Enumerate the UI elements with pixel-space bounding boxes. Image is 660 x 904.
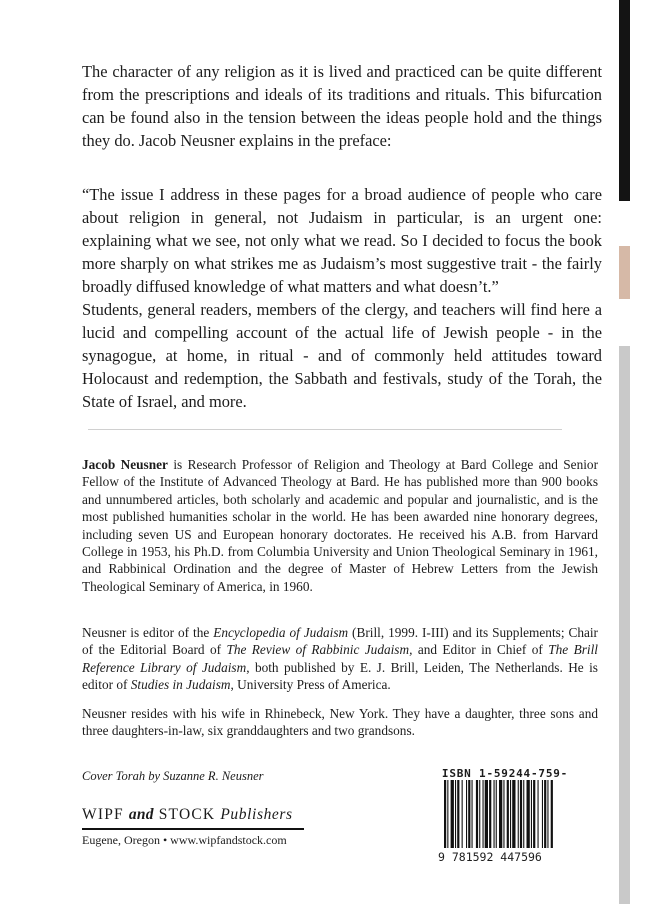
publisher-name-wipf: WIPF bbox=[82, 806, 124, 823]
barcode-bar bbox=[494, 780, 495, 848]
barcode-bar bbox=[499, 780, 502, 848]
spine-black-band bbox=[619, 0, 630, 201]
barcode-bar bbox=[472, 780, 473, 848]
barcode-bar bbox=[531, 780, 532, 848]
barcode-bar bbox=[512, 780, 515, 848]
author-name: Jacob Neusner bbox=[82, 457, 168, 472]
publisher-location: Eugene, Oregon • www.wipfandstock.com bbox=[82, 833, 287, 847]
title-studies: Studies in Judaism bbox=[130, 677, 231, 693]
barcode-bar bbox=[444, 780, 446, 848]
barcode-bar bbox=[479, 780, 480, 848]
cover-credit: Cover Torah by Suzanne R. Neusner bbox=[82, 769, 264, 783]
barcode-bar bbox=[544, 780, 546, 848]
publisher-name-stock: STOCK bbox=[158, 806, 216, 823]
barcode-bar bbox=[468, 780, 470, 848]
barcode-bar bbox=[447, 780, 448, 848]
author-editorships bbox=[82, 624, 598, 694]
barcode-bar bbox=[451, 780, 454, 848]
divider bbox=[88, 429, 562, 430]
blurb-intro: The character of any religion as it is lived and practiced can be quite different from the prescriptions and ideals of its traditions and rituals. This bifurcation can be found also in the tension between the ideas people hold and the things they do. Jacob Neusner explains in the preface: bbox=[82, 62, 602, 150]
barcode-bar bbox=[483, 780, 484, 848]
author-bio-text: is Research Professor of Religion and Theology at Bard College and Senior Fellow of the Institute of Advanced Theology at Bard. He has published more than 900 books and unnumbered articles, both scholarly and academic and popular and journalistic, and is the most published humanities scholar in the world. He has been awarded nine honorary degrees, including seven US and European honorary doctorates. He received his A.B. from Harvard College in 1953, his Ph.D. from Columbia University and Union Theological Seminary in 1961, and Rabbinical Ordination and the degree of Master of Hebrew Letters from the Jewish Theological Seminary of America, in 1960. bbox=[82, 457, 598, 594]
editorships-text-2: (Brill, 1999. I-III) and its Supplements; Chair of the Editorial Board of bbox=[82, 625, 598, 658]
author-bio bbox=[82, 456, 598, 595]
barcode-bar bbox=[457, 780, 459, 848]
barcode-bar bbox=[485, 780, 488, 848]
barcode-bar bbox=[496, 780, 497, 848]
editorships-text-3: and Editor in Chief of bbox=[412, 642, 549, 658]
barcode-bar bbox=[527, 780, 530, 848]
author-family: Neusner resides with his wife in Rhinebeck, New York. They have a daughter, three sons and three daughters-in-law, six granddaughters and two grandsons. bbox=[82, 706, 598, 739]
title-brill-library: The Brill Reference Library of Judaism bbox=[82, 642, 598, 675]
barcode-bar bbox=[551, 780, 553, 848]
blurb-quote: “The issue I address in these pages for a broad audience of people who care about religion in general, not Judaism in particular, is an urgent one: explaining what we see, not only what we read. So I decided to focus the book more sharply on what strikes me as Judaism’s most suggestive trait - the fairly broadly diffused knowledge of what matters and what doesn’t.” bbox=[82, 185, 602, 296]
publisher-rule bbox=[82, 828, 304, 830]
editorships-text-5: , University Press of America. bbox=[230, 677, 391, 693]
barcode-bar bbox=[547, 780, 548, 848]
publisher-name-publishers: Publishers bbox=[220, 806, 293, 823]
editorships-text-1: Neusner is editor of the bbox=[82, 625, 214, 640]
isbn-label: ISBN 1-59244-759- bbox=[441, 767, 569, 780]
barcode-digits: 9 781592 447596 bbox=[438, 850, 542, 864]
publisher-name bbox=[82, 806, 293, 824]
title-encyclopedia: Encyclopedia of Judaism bbox=[213, 625, 349, 640]
title-review: The Review of Rabbinic Judaism, bbox=[226, 642, 413, 658]
editorships-text-4: , both published by E. J. Brill, Leiden, The Netherlands. He is editor of bbox=[82, 659, 598, 693]
blurb-audience: Students, general readers, members of the clergy, and teachers will find here a lucid and compelling account of the actual life of Jewish people - in the synagogue, at home, in ritual - and of commonly held attitudes toward Holocaust and redemption, the Sabbath and festivals, study of the Torah, the State of Israel, and more. bbox=[82, 300, 602, 411]
barcode-bar bbox=[455, 780, 456, 848]
barcode-bar bbox=[466, 780, 467, 848]
barcode-bar bbox=[538, 780, 539, 848]
spine-gray-band bbox=[619, 346, 630, 904]
barcode-bar bbox=[518, 780, 519, 848]
barcode-bar bbox=[503, 780, 504, 848]
barcode-bar bbox=[510, 780, 511, 848]
barcode-bar bbox=[489, 780, 491, 848]
barcode-bar bbox=[533, 780, 535, 848]
barcode-bar bbox=[462, 780, 463, 848]
publisher-name-and: and bbox=[128, 806, 154, 823]
barcode-bar bbox=[507, 780, 509, 848]
barcode-bar bbox=[476, 780, 478, 848]
spine-tan-band bbox=[619, 246, 630, 299]
barcode-bar bbox=[542, 780, 543, 848]
barcode bbox=[440, 780, 572, 856]
barcode-bars bbox=[440, 780, 572, 850]
barcode-bar bbox=[523, 780, 524, 848]
barcode-bar bbox=[520, 780, 522, 848]
